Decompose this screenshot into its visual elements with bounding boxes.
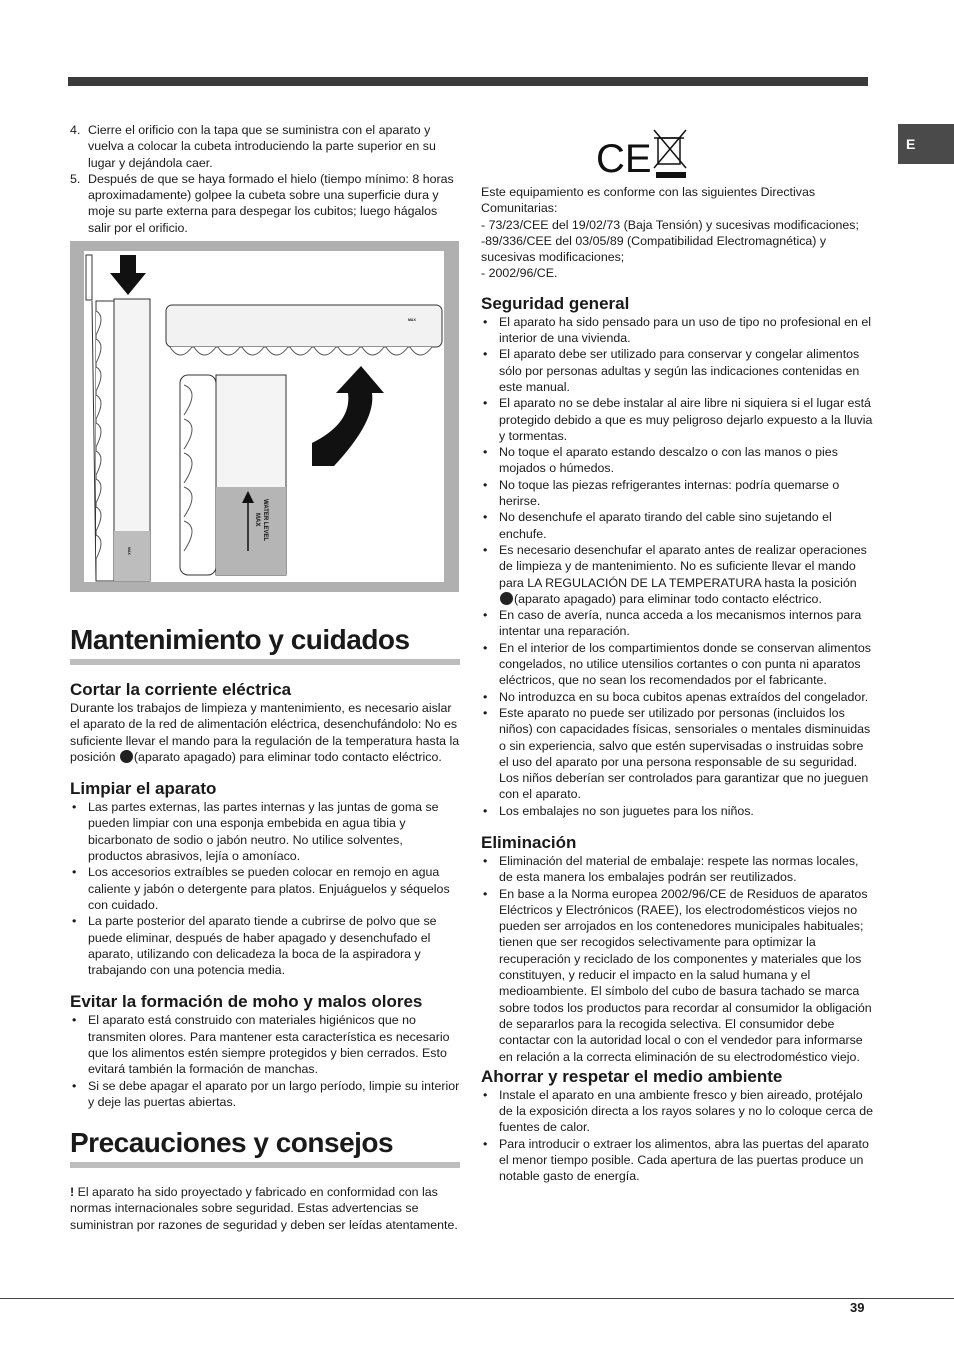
list-item: • Los embalajes no son juguetes para los niños. (481, 803, 873, 819)
list-item: • No toque el aparato estando descalzo o con las manos o pies mojados o húmedos. (481, 444, 873, 477)
environment-heading: Ahorrar y respetar el medio ambiente (481, 1066, 783, 1086)
clean-heading: Limpiar el aparato (70, 779, 217, 799)
max-label: MAX (127, 547, 131, 555)
ice-tray-steps (70, 122, 460, 236)
list-item: • No toque las piezas refrigerantes internas: podría quemarse o herirse. (481, 477, 873, 510)
list-item: • Las partes externas, las partes internas y las juntas de goma se pueden limpiar con una esponja embebida en agua tibia y bicarbonato de sodio o jabón neutro. No utilice solventes, productos abrasivos, lejía o amoníaco. (70, 799, 460, 864)
ice-tray-drawing (84, 251, 444, 582)
list-item: • El aparato no se debe instalar al aire libre ni siquiera si el lugar está protegido debido a que es muy peligroso dejarlo expuesto a la lluvia y tormentas. (481, 395, 873, 444)
language-tab: E (898, 124, 954, 164)
precautions-section (70, 1126, 460, 1233)
power-off-icon (500, 592, 513, 605)
list-item: • La parte posterior del aparato tiende a cubrirse de polvo que se puede eliminar, después de haber apagado y desenchufado el aparato, utilizando con delicadeza la boca de la aspiradora y trabajando con una potencia media. (70, 913, 460, 978)
directive-line: - 73/23/CEE del 19/02/73 (Baja Tensión) y sucesivas modificaciones; (481, 217, 859, 232)
ce-weee-logo (596, 128, 692, 178)
mould-list (70, 1012, 460, 1110)
disposal-list (481, 853, 873, 1065)
list-item: • Instale el aparato en una ambiente fresco y bien aireado, protéjalo de la exposición directa a los rayos solares y no lo coloque cerca de fuentes de calor. (481, 1087, 873, 1136)
mould-heading: Evitar la formación de moho y malos olores (70, 992, 423, 1012)
crossed-bin-icon (654, 130, 686, 168)
list-item: • No introduzca en su boca cubitos apenas extraídos del congelador. (481, 689, 873, 705)
maintenance-section (70, 623, 460, 1110)
list-item: • En el interior de los compartimientos donde se conservan alimentos congelados, no utilice utensilios cortantes o con punta ni aparatos eléctricos, que no sean los recomendados por el fabricante. (481, 640, 873, 689)
precautions-text: ! El aparato ha sido proyectado y fabricado en conformidad con las normas internacionales sobre seguridad. Estas advertencias se suministran por razones de seguridad y deben ser leídas atentamente. (70, 1185, 458, 1232)
step-item: 5. Después de que se haya formado el hielo (tiempo mínimo: 8 horas aproximadamente) golpee la cubeta sobre una superficie dura y moje su parte externa para despegar los cubitos; luego hágalos salir por el orificio. (70, 171, 454, 235)
directive-line: - 2002/96/CE. (481, 266, 558, 281)
precautions-title: Precauciones y consejos (70, 1126, 460, 1168)
list-item: • En caso de avería, nunca acceda a los mecanismos internos para intentar una reparación. (481, 607, 873, 640)
maintenance-title: Mantenimiento y cuidados (70, 623, 460, 665)
ice-tray-illustration (70, 241, 459, 592)
footer-rule (0, 1298, 954, 1299)
list-item: • El aparato ha sido pensado para un uso de tipo no profesional en el interior de una vivienda. (481, 314, 873, 347)
list-item: • El aparato está construido con materiales higiénicos que no transmiten olores. Para mantener esta característica es necesario que los alimentos estén siempre protegidos y bien cerrados. Esto evitará también la formación de manchas. (70, 1012, 460, 1077)
header-rule (68, 77, 868, 86)
list-item: • Si se debe apagar el aparato por un largo período, limpie su interior y deje las puertas abiertas. (70, 1078, 460, 1111)
list-item: • No desenchufe el aparato tirando del cable sino sujetando el enchufe. (481, 509, 873, 542)
directive-line: -89/336/CEE del 03/05/89 (Compatibilidad Electromagnética) y sucesivas modificaciones; (481, 233, 827, 265)
list-item: • Este aparato no puede ser utilizado por personas (incluidos los niños) con capacidades físicas, sensoriales o mentales disminuidas o sin experiencia, salvo que estén supervisadas o instruidas sobre el uso del aparato por una persona responsable de su seguridad. Los niños deberían ser controlados para garantizar que no jueguen con el aparato. (481, 705, 873, 803)
safety-list (481, 314, 873, 819)
max-label: MAX (254, 513, 260, 527)
conformity-text: Este equipamiento es conforme con las siguientes Directivas Comunitarias: (481, 185, 816, 216)
list-item: • Para introducir o extraer los alimentos, abra las puertas del aparato el menor tiempo posible. Cada apertura de las puertas produce un notable gasto de energía. (481, 1136, 873, 1185)
cut-power-text: Durante los trabajos de limpieza y mantenimiento, es necesario aislar el aparato de la red de alimentación eléctrica, desenchufándolo: No es suficiente llevar el mando para la regulación de la temperatura hasta la posición (aparato apagado) para eliminar todo contacto eléctrico. (70, 701, 460, 764)
page-number: 39 (850, 1300, 865, 1315)
list-item: • En base a la Norma europea 2002/96/CE de Residuos de aparatos Eléctricos y Electrónicos (RAEE), los electrodomésticos viejos no pueden ser arrojados en los contenedores municipales habituales; tienen que ser recogidos selectivamente para optimizar la recuperación y reciclado de los componentes y materiales que los constituyen, y reducir el impacto en la salud humana y el medioambiente. El símbolo del cubo de basura tachado se marca sobre todos los productos para recordar al consumidor la obligación de separarlos para la recogida selectiva. El consumidor debe contactar con la autoridad local o con el vendedor para informarse en relación a la correcta eliminación de su electrodoméstico viejo. (481, 886, 873, 1065)
list-item: • El aparato debe ser utilizado para conservar y congelar alimentos sólo por personas adultas y según las indicaciones contenidas en este manual. (481, 346, 873, 395)
cut-power-heading: Cortar la corriente eléctrica (70, 680, 292, 699)
max-label: MAX (408, 318, 416, 322)
list-item: • Es necesario desenchufar el aparato antes de realizar operaciones de limpieza y de mantenimiento. No es suficiente llevar el mando para LA REGULACIÓN DE LA TEMPERATURA hasta la posición (aparato apagado) para eliminar todo contacto eléctrico. (481, 542, 873, 607)
step-item: 4. Cierre el orificio con la tapa que se suministra con el aparato y vuelva a colocar la cubeta introduciendo la parte superior en su lugar y dejándola caer. (70, 123, 436, 170)
list-item: • Los accesorios extraíbles se pueden colocar en remojo en agua caliente y jabón o detergente para platos. Enjuáguelos y séquelos con cuidado. (70, 864, 460, 913)
environment-list (481, 1087, 873, 1185)
disposal-heading: Eliminación (481, 832, 577, 852)
ce-mark-icon: CE (596, 137, 652, 178)
water-level-label: WATER LEVEL (262, 499, 268, 542)
safety-heading: Seguridad general (481, 293, 630, 313)
clean-list (70, 799, 460, 978)
power-off-icon (120, 750, 133, 763)
conformity-block (481, 184, 873, 1185)
list-item: • Eliminación del material de embalaje: respete las normas locales, de esta manera los embalajes podrán ser reutilizados. (481, 853, 873, 886)
